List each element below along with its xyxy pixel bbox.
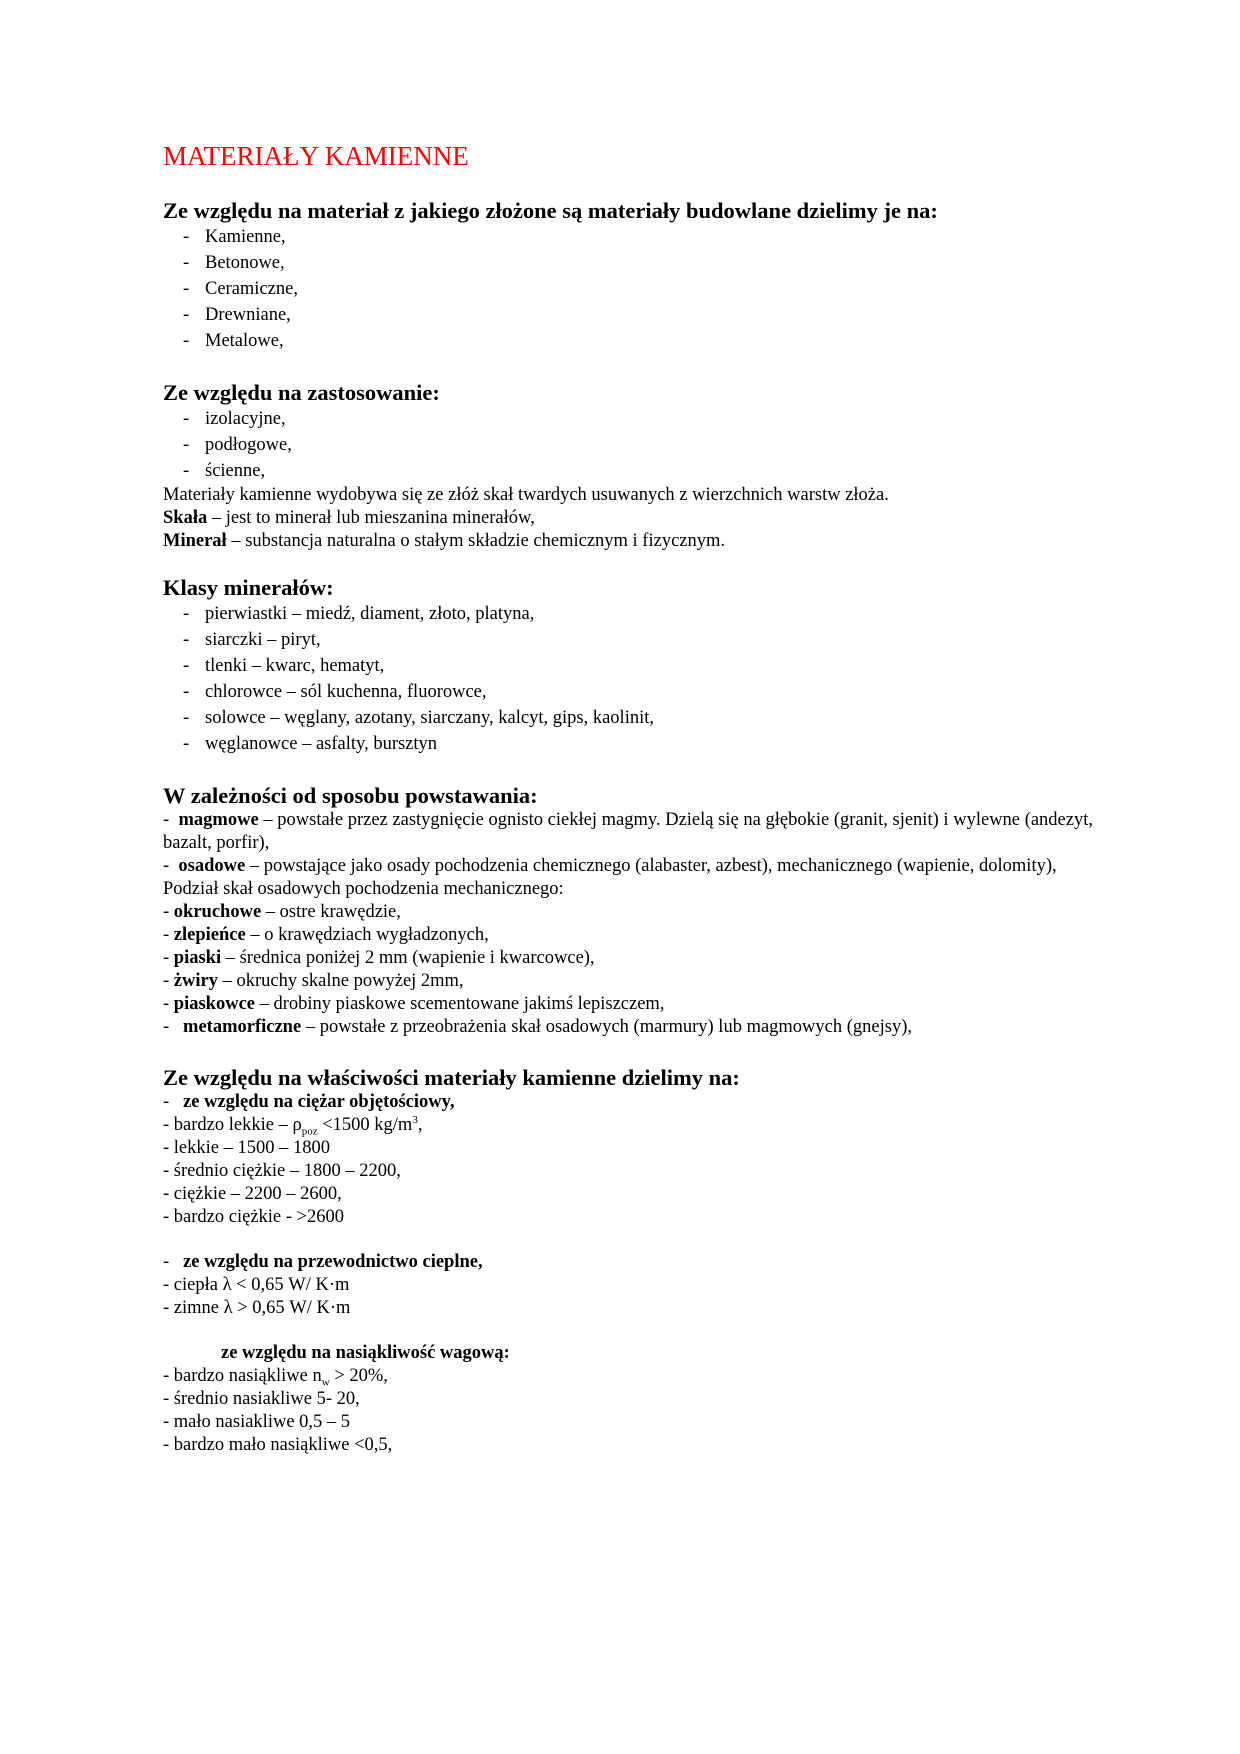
list-item: - piaskowce – drobiny piaskowe scementowane jakimś lepiszczem, — [163, 993, 665, 1014]
list-item: - mało nasiakliwe 0,5 – 5 — [163, 1411, 351, 1432]
paragraph-osadowe: - osadowe – powstające jako osady pochodzenia chemicznego (alabaster, azbest), mechanicznego (wapienie, dolomity), — [163, 855, 1057, 876]
section-heading-properties: Ze względu na właściwości materiały kamienne dzielimy na: — [163, 1064, 740, 1090]
list-item: - żwiry – okruchy skalne powyżej 2mm, — [163, 970, 464, 991]
definition-mineral: Minerał – substancja naturalna o stałym składzie chemicznym i fizycznym. — [163, 531, 726, 552]
definition-skala: Skała – jest to minerał lub mieszanina minerałów, — [163, 508, 535, 529]
list-item: - Betonowe, — [183, 253, 285, 274]
list-item: - Ceramiczne, — [183, 279, 298, 300]
paragraph-podzial: Podział skał osadowych pochodzenia mechanicznego: — [163, 878, 564, 899]
list-item: - Metalowe, — [183, 331, 284, 352]
list-item: - Drewniane, — [183, 305, 291, 326]
list-item: - zlepieńce – o krawędziach wygładzonych, — [163, 924, 489, 945]
list-item: - chlorowce – sól kuchenna, fluorowce, — [183, 682, 487, 703]
list-item: - zimne λ > 0,65 W/ K·m — [163, 1297, 351, 1318]
list-item: - Kamienne, — [183, 227, 286, 248]
document-page — [163, 140, 1093, 1457]
section-heading-formation: W zależności od sposobu powstawania: — [163, 783, 538, 809]
list-item: - piaski – średnica poniżej 2 mm (wapienie i kwarcowce), — [163, 947, 595, 968]
list-item: - bardzo ciężkie - >2600 — [163, 1206, 344, 1227]
section-heading-application: Ze względu na zastosowanie: — [163, 380, 440, 406]
list-item: - bardzo lekkie – $\rho_{poz} <1500$ $kg/m^3$, — [163, 1113, 423, 1138]
page-title: MATERIAŁY KAMIENNE — [163, 141, 469, 171]
list-item: - okruchowe – ostre krawędzie, — [163, 901, 401, 922]
list-item: - ciężkie – 2200 – 2600, — [163, 1183, 342, 1204]
list-item: - ścienne, — [183, 461, 266, 482]
list-item: - bardzo nasiąkliwe $n_w > 20\%$, — [163, 1365, 388, 1389]
list-item: - solowce – węglany, azotany, siarczany, kalcyt, gips, kaolinit, — [183, 708, 654, 729]
list-item: - metamorficzne – powstałe z przeobrażenia skał osadowych (marmury) lub magmowych (gnejsy), — [163, 1016, 913, 1037]
list-item: - średnio nasiakliwe 5- 20, — [163, 1388, 360, 1409]
section-heading-mineral-classes: Klasy minerałów: — [163, 575, 334, 601]
list-item: - pierwiastki – miedź, diament, złoto, platyna, — [183, 604, 535, 625]
paragraph-magmowe: - magmowe – powstałe przez zastygnięcie ognisto ciekłej magmy. Dzielą się na głębokie (granit, sjenit) i wylewne (andezyt, bazalt, porfir), — [163, 809, 1093, 853]
list-item: - bardzo mało nasiąkliwe <0,5, — [163, 1434, 393, 1455]
list-item: - podłogowe, — [183, 435, 292, 456]
subheading-thermal: - ze względu na przewodnictwo cieplne, — [163, 1251, 483, 1272]
list-item: - średnio ciężkie – 1800 – 2200, — [163, 1160, 401, 1181]
list-item: - siarczki – piryt, — [183, 630, 321, 651]
list-item: - węglanowce – asfalty, bursztyn — [183, 734, 438, 755]
subheading-weight: - ze względu na ciężar objętościowy, — [163, 1091, 455, 1112]
section-heading-material: Ze względu na materiał z jakiego złożone są materiały budowlane dzielimy je na: — [163, 198, 938, 224]
subheading-absorption: ze względu na nasiąkliwość wagową: — [221, 1342, 510, 1363]
list-item: - lekkie – 1500 – 1800 — [163, 1137, 330, 1158]
paragraph: Materiały kamienne wydobywa się ze złóż skał twardych usuwanych z wierzchnich warstw złoża. — [163, 485, 889, 506]
list-item: - ciepła λ < 0,65 W/ K·m — [163, 1274, 350, 1295]
list-item: - izolacyjne, — [183, 409, 286, 430]
list-item: - tlenki – kwarc, hematyt, — [183, 656, 385, 677]
